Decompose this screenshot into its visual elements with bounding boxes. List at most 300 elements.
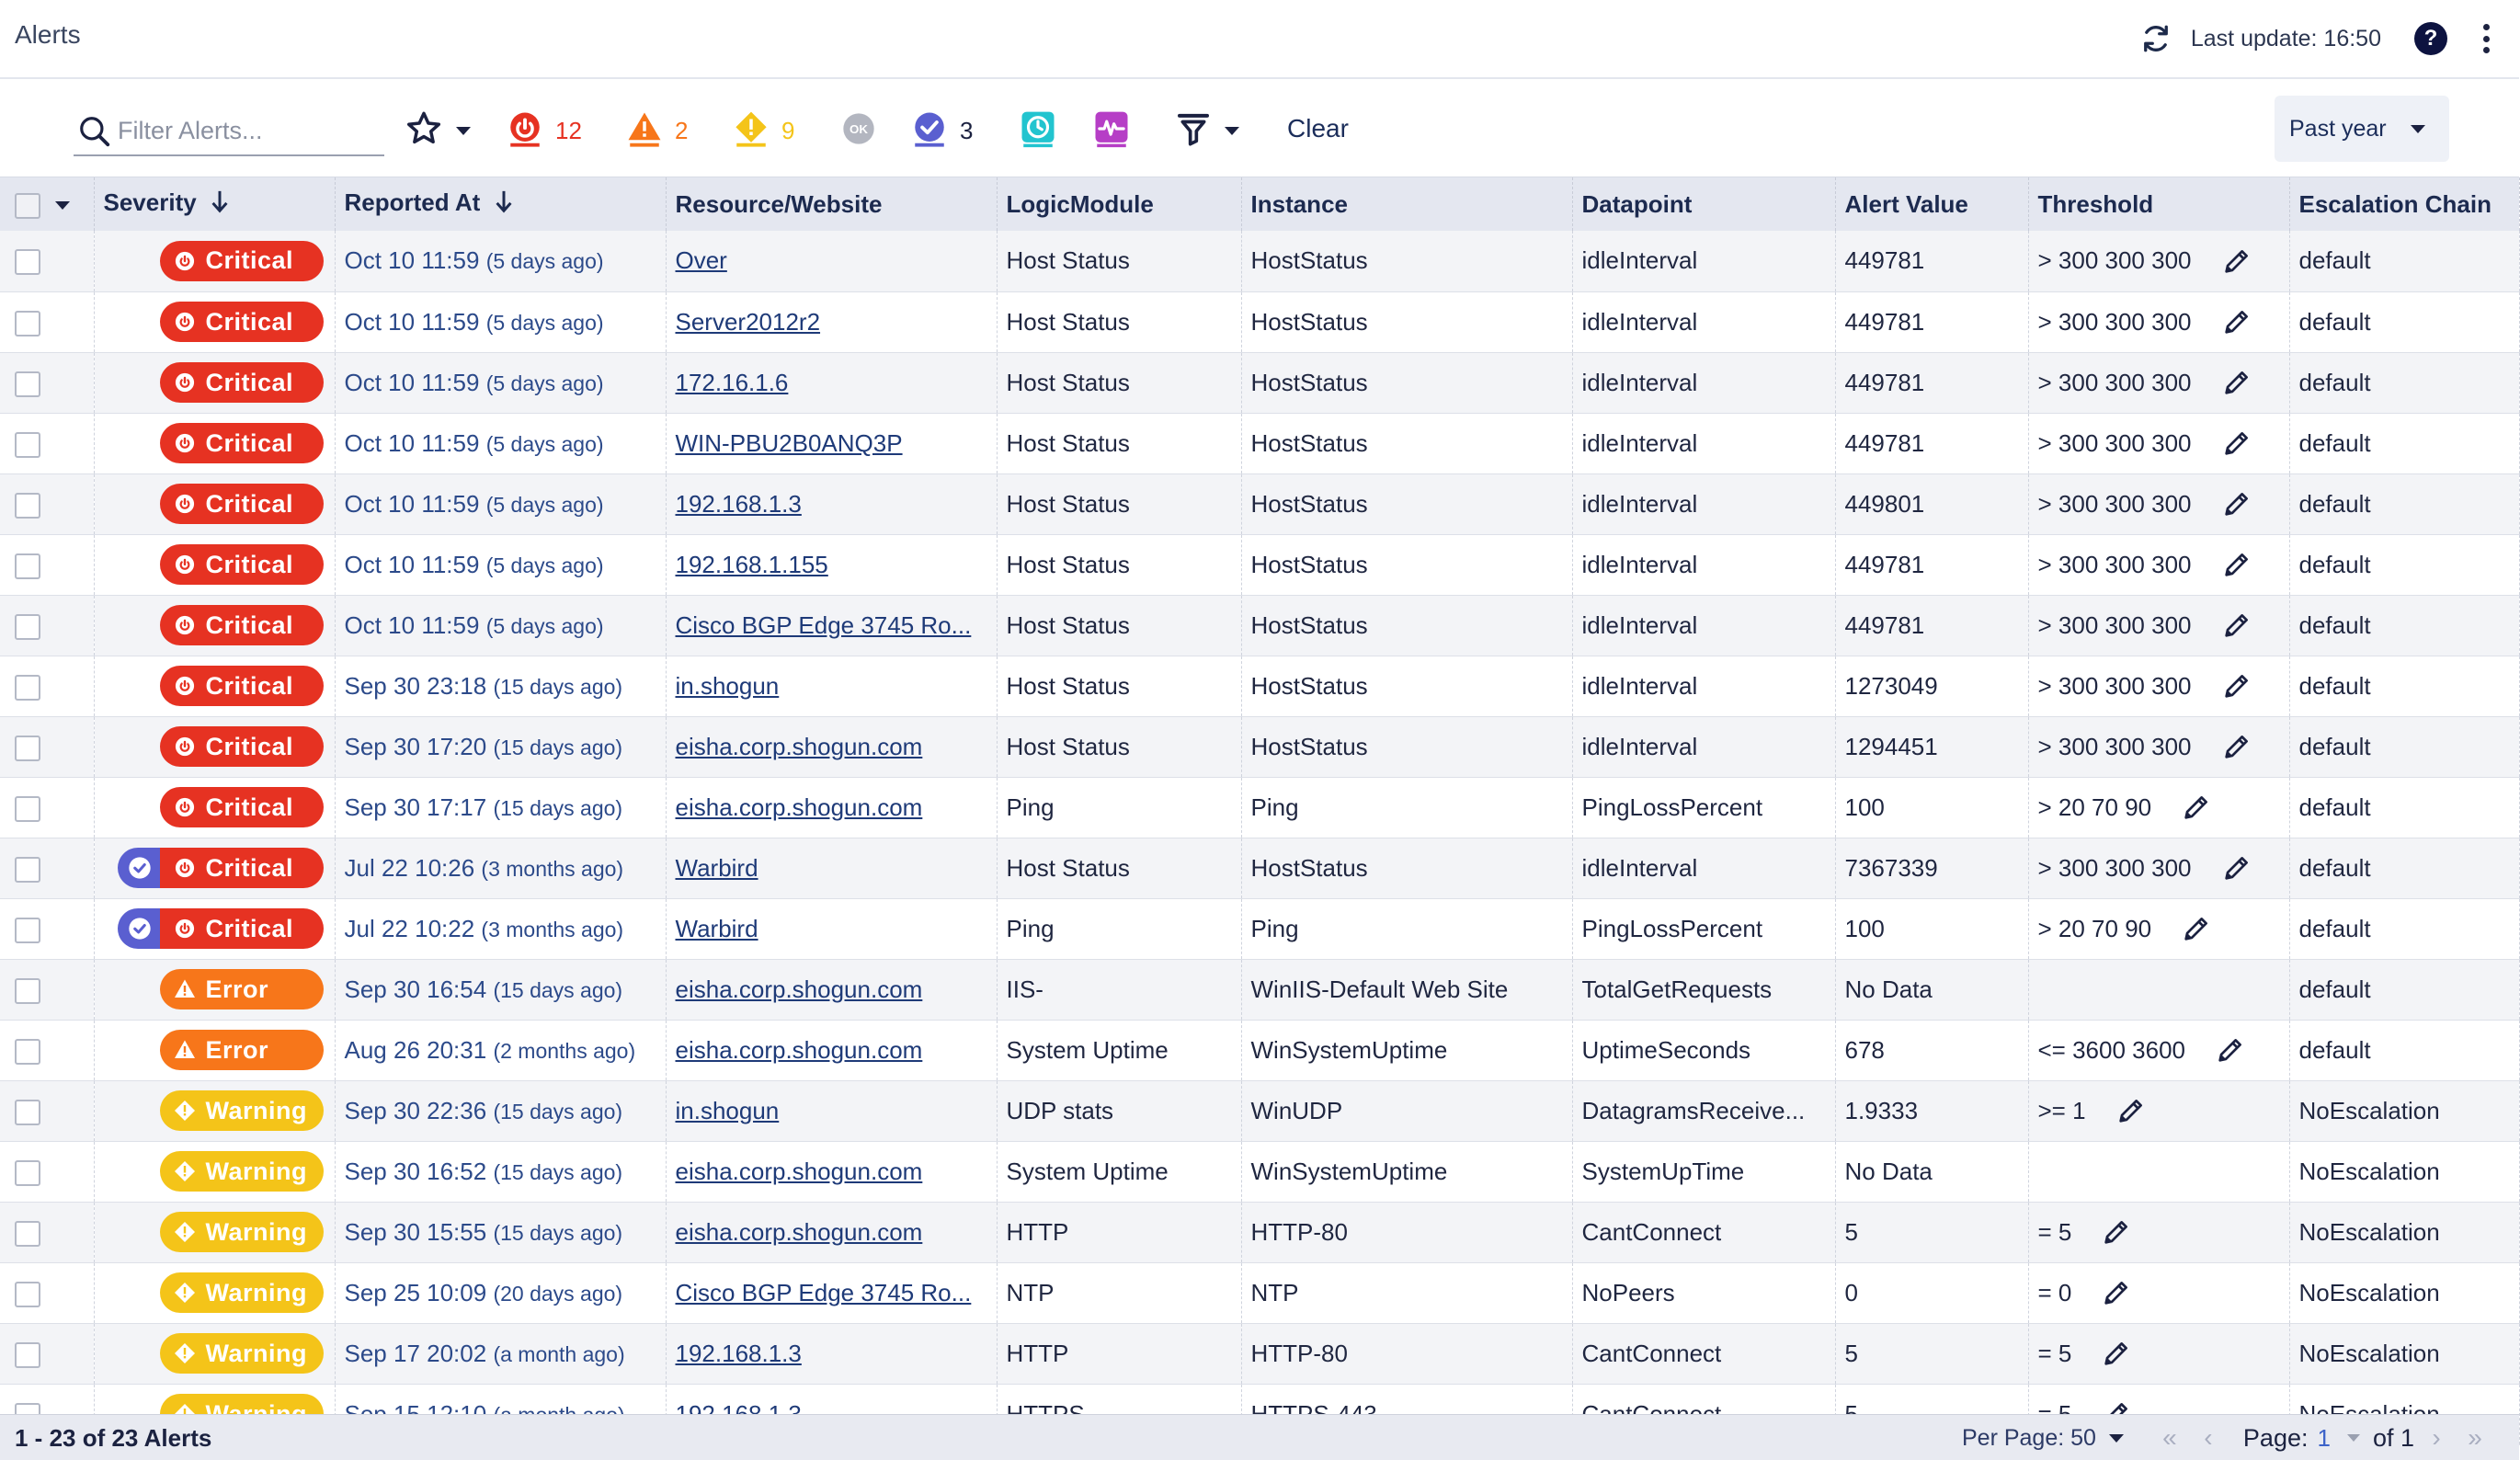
table-row[interactable] xyxy=(0,1080,2519,1141)
severity-badge xyxy=(160,423,324,463)
reported-at-cell xyxy=(335,1262,666,1323)
datapoint-cell: DatagramsReceive... xyxy=(1572,1080,1835,1141)
threshold-cell xyxy=(2028,898,2289,959)
clear-filters-button[interactable]: Clear xyxy=(1287,114,1349,143)
reported-time: Oct 10 11:59 xyxy=(344,246,480,275)
severity-badge xyxy=(160,1090,324,1131)
alert-value-cell: 100 xyxy=(1835,898,2028,959)
logicmodule-cell: Host Status xyxy=(997,473,1241,534)
reported-ago: (20 days ago) xyxy=(493,1281,623,1306)
alert-value-cell: 449781 xyxy=(1835,352,2028,413)
edit-threshold-pencil-icon[interactable] xyxy=(2221,670,2252,701)
escalation-chain-cell: default xyxy=(2289,656,2519,716)
resource-cell xyxy=(666,1262,997,1323)
threshold-cell xyxy=(2028,352,2289,413)
row-select-cell xyxy=(0,777,94,838)
warning-icon xyxy=(173,1281,197,1305)
row-checkbox[interactable] xyxy=(15,1282,40,1307)
edit-threshold-pencil-icon[interactable] xyxy=(2221,367,2252,398)
sort-arrow-down-icon xyxy=(211,189,229,220)
severity-cell xyxy=(94,1323,335,1384)
critical-icon xyxy=(173,674,197,698)
datapoint-cell: idleInterval xyxy=(1572,656,1835,716)
reported-ago: (3 months ago) xyxy=(481,917,624,941)
table-row[interactable] xyxy=(0,534,2519,595)
threshold-value: > 300 300 300 xyxy=(2037,732,2192,760)
row-select-cell xyxy=(0,1202,94,1262)
resource-link[interactable]: Over xyxy=(675,246,727,275)
severity-cell xyxy=(94,656,335,716)
instance-cell: HostStatus xyxy=(1241,595,1572,656)
critical-icon xyxy=(173,371,197,394)
column-header-alert-value[interactable]: Alert Value xyxy=(1835,177,2028,231)
resource-link[interactable]: eisha.corp.shogun.com xyxy=(675,1217,923,1246)
header-actions xyxy=(2138,17,2491,61)
next-page-icon[interactable]: › xyxy=(2432,1423,2441,1452)
row-checkbox[interactable] xyxy=(15,1100,40,1125)
resource-link[interactable]: Cisco BGP Edge 3745 Ro... xyxy=(675,610,972,639)
reported-ago: (5 days ago) xyxy=(485,613,604,638)
instance-cell: HostStatus xyxy=(1241,231,1572,291)
severity-cell xyxy=(94,595,335,656)
reported-time: Sep 30 16:52 xyxy=(344,1157,487,1185)
warning-icon xyxy=(173,1099,197,1123)
table-row[interactable] xyxy=(0,898,2519,959)
row-select-cell xyxy=(0,473,94,534)
row-select-cell xyxy=(0,595,94,656)
edit-threshold-pencil-icon[interactable] xyxy=(2221,245,2252,277)
reported-time: Sep 17 20:02 xyxy=(344,1339,487,1367)
threshold-cell xyxy=(2028,534,2289,595)
resource-link[interactable]: Server2012r2 xyxy=(675,307,821,336)
table-row[interactable] xyxy=(0,413,2519,473)
severity-cell xyxy=(94,1141,335,1202)
edit-threshold-pencil-icon[interactable] xyxy=(2221,549,2252,580)
filter-acknowledged[interactable] xyxy=(910,107,973,154)
row-checkbox[interactable] xyxy=(15,978,40,1004)
threshold-value: > 20 70 90 xyxy=(2037,914,2152,942)
error-count: 2 xyxy=(675,116,689,144)
escalation-chain-cell: NoEscalation xyxy=(2289,1080,2519,1141)
severity-label: Critical xyxy=(205,368,294,396)
row-checkbox[interactable] xyxy=(15,675,40,701)
severity-cell xyxy=(94,1202,335,1262)
critical-icon xyxy=(173,492,197,516)
resource-link[interactable]: Warbird xyxy=(675,853,758,882)
resource-cell xyxy=(666,473,997,534)
severity-badge xyxy=(160,302,324,342)
escalation-chain-cell: default xyxy=(2289,898,2519,959)
row-checkbox[interactable] xyxy=(15,614,40,640)
pagination xyxy=(1962,1422,2501,1454)
instance-cell: WinSystemUptime xyxy=(1241,1141,1572,1202)
alert-value-cell: 449801 xyxy=(1835,473,2028,534)
escalation-chain-cell: NoEscalation xyxy=(2289,1262,2519,1323)
threshold-value: <= 3600 3600 xyxy=(2037,1035,2185,1064)
critical-icon xyxy=(173,310,197,334)
resource-link[interactable]: 192.168.1.3 xyxy=(675,1339,802,1367)
datapoint-cell: idleInterval xyxy=(1572,231,1835,291)
instance-cell: HostStatus xyxy=(1241,291,1572,352)
reported-at-cell xyxy=(335,1020,666,1080)
escalation-chain-cell: default xyxy=(2289,413,2519,473)
table-row[interactable] xyxy=(0,473,2519,534)
resource-link[interactable]: eisha.corp.shogun.com xyxy=(675,732,923,760)
table-row[interactable] xyxy=(0,352,2519,413)
refresh-icon[interactable] xyxy=(2138,20,2174,57)
threshold-value: > 300 300 300 xyxy=(2037,610,2192,639)
total-pages-label: of 1 xyxy=(2372,1423,2414,1452)
alert-value-cell: 449781 xyxy=(1835,534,2028,595)
severity-cell xyxy=(94,959,335,1020)
anomaly-icon xyxy=(1092,109,1131,153)
escalation-chain-cell: NoEscalation xyxy=(2289,1202,2519,1262)
column-header-datapoint[interactable]: Datapoint xyxy=(1572,177,1835,231)
threshold-value: >= 1 xyxy=(2037,1096,2086,1124)
severity-label: Critical xyxy=(205,428,294,457)
resource-cell xyxy=(666,1202,997,1262)
reported-ago: (5 days ago) xyxy=(485,431,604,456)
row-checkbox[interactable] xyxy=(15,1160,40,1186)
reported-at-cell xyxy=(335,777,666,838)
table-row[interactable] xyxy=(0,959,2519,1020)
row-checkbox[interactable] xyxy=(15,857,40,883)
first-page-icon[interactable]: « xyxy=(2162,1423,2177,1452)
reported-time: Oct 10 11:59 xyxy=(344,368,480,396)
resource-link[interactable]: 172.16.1.6 xyxy=(675,368,789,396)
reported-at-cell xyxy=(335,1323,666,1384)
severity-badge xyxy=(160,1151,324,1192)
instance-cell: WinIIS-Default Web Site xyxy=(1241,959,1572,1020)
logicmodule-cell: Ping xyxy=(997,777,1241,838)
row-checkbox[interactable] xyxy=(15,1221,40,1247)
filter-anomaly[interactable] xyxy=(1092,107,1131,154)
logicmodule-cell: Host Status xyxy=(997,534,1241,595)
severity-label: Critical xyxy=(205,610,294,639)
edit-threshold-pencil-icon[interactable] xyxy=(2221,306,2252,337)
resource-link[interactable]: 192.168.1.3 xyxy=(675,489,802,518)
acknowledged-icon xyxy=(118,908,162,949)
column-header-resource[interactable]: Resource/Website xyxy=(666,177,997,231)
datapoint-cell: PingLossPercent xyxy=(1572,777,1835,838)
threshold-cell xyxy=(2028,656,2289,716)
row-select-cell xyxy=(0,1262,94,1323)
instance-cell: WinUDP xyxy=(1241,1080,1572,1141)
escalation-chain-cell: default xyxy=(2289,595,2519,656)
critical-icon xyxy=(173,795,197,819)
critical-icon xyxy=(173,735,197,759)
search-box xyxy=(74,107,384,156)
severity-cell xyxy=(94,534,335,595)
escalation-chain-cell: default xyxy=(2289,291,2519,352)
severity-badge xyxy=(160,666,324,706)
table-row[interactable] xyxy=(0,716,2519,777)
row-select-cell xyxy=(0,898,94,959)
table-row[interactable] xyxy=(0,1202,2519,1262)
critical-icon xyxy=(173,856,197,880)
severity-label: Critical xyxy=(205,307,294,336)
alert-value-cell: 5 xyxy=(1835,1202,2028,1262)
reported-at-cell xyxy=(335,898,666,959)
edit-threshold-pencil-icon[interactable] xyxy=(2215,1034,2246,1066)
threshold-value: = 5 xyxy=(2037,1339,2072,1367)
reported-at-cell xyxy=(335,656,666,716)
error-icon xyxy=(173,977,197,1001)
threshold-value: > 300 300 300 xyxy=(2037,428,2192,457)
table-header-row xyxy=(0,177,2519,231)
column-header-threshold[interactable]: Threshold xyxy=(2028,177,2289,231)
page-number-input[interactable]: 1 xyxy=(2317,1423,2331,1452)
table-row[interactable] xyxy=(0,291,2519,352)
threshold-value: = 0 xyxy=(2037,1278,2072,1306)
datapoint-cell: idleInterval xyxy=(1572,716,1835,777)
instance-cell: HostStatus xyxy=(1241,656,1572,716)
per-page-chevron-icon[interactable] xyxy=(2109,1434,2124,1443)
escalation-chain-cell: NoEscalation xyxy=(2289,1141,2519,1202)
severity-badge xyxy=(160,241,324,281)
row-checkbox[interactable] xyxy=(15,736,40,761)
severity-cell xyxy=(94,838,335,898)
row-checkbox[interactable] xyxy=(15,1039,40,1065)
table-row[interactable] xyxy=(0,656,2519,716)
last-page-icon[interactable]: » xyxy=(2468,1423,2482,1452)
severity-label: Critical xyxy=(205,793,294,821)
select-all-cell xyxy=(0,177,94,231)
reported-ago: (5 days ago) xyxy=(485,553,604,577)
table-row[interactable] xyxy=(0,1262,2519,1323)
resource-link[interactable]: eisha.corp.shogun.com xyxy=(675,793,923,821)
column-header-escalation-chain[interactable]: Escalation Chain xyxy=(2289,177,2519,231)
row-select-cell xyxy=(0,838,94,898)
resource-link[interactable]: eisha.corp.shogun.com xyxy=(675,975,923,1003)
logicmodule-cell: IIS- xyxy=(997,959,1241,1020)
instance-cell: HostStatus xyxy=(1241,534,1572,595)
edit-threshold-pencil-icon[interactable] xyxy=(2101,1277,2132,1308)
row-checkbox[interactable] xyxy=(15,432,40,458)
threshold-value: > 300 300 300 xyxy=(2037,550,2192,578)
edit-threshold-pencil-icon[interactable] xyxy=(2221,428,2252,459)
column-header-reported-at[interactable] xyxy=(335,177,666,231)
table-row[interactable] xyxy=(0,1323,2519,1384)
search-input[interactable] xyxy=(118,112,375,149)
time-period-select[interactable] xyxy=(2275,96,2449,162)
favorites-dropdown[interactable] xyxy=(405,107,471,154)
edit-threshold-pencil-icon[interactable] xyxy=(2101,1216,2132,1248)
alert-value-cell: 449781 xyxy=(1835,595,2028,656)
alert-value-cell: 5 xyxy=(1835,1323,2028,1384)
severity-label: Critical xyxy=(205,550,294,578)
threshold-cell xyxy=(2028,1202,2289,1262)
row-checkbox[interactable] xyxy=(15,1342,40,1368)
error-icon xyxy=(625,109,664,153)
filter-warning[interactable] xyxy=(732,107,794,154)
table-row[interactable] xyxy=(0,231,2519,291)
reported-time: Oct 10 11:59 xyxy=(344,489,480,518)
filter-sdt[interactable] xyxy=(1019,107,1057,154)
table-footer xyxy=(0,1414,2519,1460)
resource-link[interactable]: eisha.corp.shogun.com xyxy=(675,1035,923,1064)
edit-threshold-pencil-icon[interactable] xyxy=(2221,731,2252,762)
resource-link[interactable]: in.shogun xyxy=(675,671,780,700)
reported-ago: (5 days ago) xyxy=(485,371,604,395)
ok-icon xyxy=(840,110,877,152)
filter-critical[interactable] xyxy=(506,107,582,154)
table-row[interactable] xyxy=(0,777,2519,838)
severity-label: Critical xyxy=(205,914,294,942)
threshold-value: > 300 300 300 xyxy=(2037,489,2192,518)
resource-cell xyxy=(666,1323,997,1384)
alerts-table xyxy=(0,177,2520,1445)
critical-icon xyxy=(173,431,197,455)
severity-label: Error xyxy=(205,975,269,1003)
resource-cell xyxy=(666,534,997,595)
warning-count: 9 xyxy=(781,116,795,144)
severity-label: Critical xyxy=(205,671,294,700)
logicmodule-cell: Host Status xyxy=(997,291,1241,352)
per-page-label: Per Page: 50 xyxy=(1961,1424,2096,1451)
row-select-cell xyxy=(0,959,94,1020)
resource-link[interactable]: Warbird xyxy=(675,914,758,942)
escalation-chain-cell: default xyxy=(2289,716,2519,777)
resource-link[interactable]: 192.168.1.155 xyxy=(675,550,828,578)
advanced-filter-dropdown[interactable] xyxy=(1175,107,1239,154)
resource-link[interactable]: Cisco BGP Edge 3745 Ro... xyxy=(675,1278,972,1306)
logicmodule-cell: Host Status xyxy=(997,716,1241,777)
reported-time: Oct 10 11:59 xyxy=(344,428,480,457)
row-checkbox[interactable] xyxy=(15,493,40,519)
edit-threshold-pencil-icon[interactable] xyxy=(2221,488,2252,519)
threshold-value: > 20 70 90 xyxy=(2037,793,2152,821)
datapoint-cell: UptimeSeconds xyxy=(1572,1020,1835,1080)
edit-threshold-pencil-icon[interactable] xyxy=(2181,792,2212,823)
svg-text:OK: OK xyxy=(850,121,868,136)
escalation-chain-cell: default xyxy=(2289,1020,2519,1080)
chevron-down-icon xyxy=(1225,127,1239,135)
warning-icon xyxy=(173,1220,197,1244)
edit-threshold-pencil-icon[interactable] xyxy=(2221,610,2252,641)
alert-value-cell: 1.9333 xyxy=(1835,1080,2028,1141)
alert-value-cell: 1294451 xyxy=(1835,716,2028,777)
threshold-cell xyxy=(2028,595,2289,656)
alert-value-cell: 449781 xyxy=(1835,413,2028,473)
select-menu-chevron-icon[interactable] xyxy=(55,201,70,210)
datapoint-cell: NoPeers xyxy=(1572,1262,1835,1323)
help-icon[interactable]: ? xyxy=(2414,22,2447,55)
row-checkbox[interactable] xyxy=(15,918,40,943)
column-header-instance[interactable]: Instance xyxy=(1241,177,1572,231)
datapoint-cell: idleInterval xyxy=(1572,838,1835,898)
datapoint-cell: idleInterval xyxy=(1572,473,1835,534)
resource-cell xyxy=(666,352,997,413)
resource-link[interactable]: in.shogun xyxy=(675,1096,780,1124)
severity-badge xyxy=(160,1333,324,1374)
instance-cell: HostStatus xyxy=(1241,413,1572,473)
table-row[interactable] xyxy=(0,1020,2519,1080)
severity-cell xyxy=(94,716,335,777)
reported-ago: (2 months ago) xyxy=(493,1038,636,1063)
error-icon xyxy=(173,1038,197,1062)
reported-at-cell xyxy=(335,595,666,656)
instance-cell: Ping xyxy=(1241,777,1572,838)
table-row[interactable] xyxy=(0,1141,2519,1202)
severity-label: Warning xyxy=(205,1096,307,1124)
severity-badge xyxy=(160,1030,324,1070)
critical-count: 12 xyxy=(555,116,582,144)
row-checkbox[interactable] xyxy=(15,311,40,336)
severity-label: Critical xyxy=(205,853,294,882)
row-checkbox[interactable] xyxy=(15,249,40,275)
severity-label: Warning xyxy=(205,1339,307,1367)
table-row[interactable] xyxy=(0,595,2519,656)
edit-threshold-pencil-icon[interactable] xyxy=(2221,852,2252,884)
more-options-icon[interactable] xyxy=(2480,20,2491,57)
severity-badge xyxy=(160,726,324,767)
threshold-value: > 300 300 300 xyxy=(2037,246,2192,275)
reported-at-cell xyxy=(335,1141,666,1202)
datapoint-cell: SystemUpTime xyxy=(1572,1141,1835,1202)
row-select-cell xyxy=(0,413,94,473)
instance-cell: NTP xyxy=(1241,1262,1572,1323)
edit-threshold-pencil-icon[interactable] xyxy=(2181,913,2212,944)
logicmodule-cell: NTP xyxy=(997,1262,1241,1323)
resource-link[interactable]: eisha.corp.shogun.com xyxy=(675,1157,923,1185)
row-checkbox[interactable] xyxy=(15,796,40,822)
reported-ago: (15 days ago) xyxy=(493,1159,623,1184)
filter-error[interactable] xyxy=(625,107,688,154)
resource-cell xyxy=(666,291,997,352)
filter-ok[interactable] xyxy=(840,107,877,154)
select-all-checkbox[interactable] xyxy=(15,193,40,219)
instance-cell: HostStatus xyxy=(1241,352,1572,413)
threshold-value: > 300 300 300 xyxy=(2037,853,2192,882)
reported-at-cell xyxy=(335,291,666,352)
column-header-severity[interactable] xyxy=(94,177,335,231)
severity-badge xyxy=(160,544,324,585)
reported-time: Sep 30 23:18 xyxy=(344,671,487,700)
resource-cell xyxy=(666,716,997,777)
severity-cell xyxy=(94,291,335,352)
reported-ago: (15 days ago) xyxy=(493,795,623,820)
reported-time: Jul 22 10:26 xyxy=(344,853,475,882)
escalation-chain-cell: default xyxy=(2289,534,2519,595)
alert-value-cell: 678 xyxy=(1835,1020,2028,1080)
threshold-value: > 300 300 300 xyxy=(2037,307,2192,336)
logicmodule-cell: UDP stats xyxy=(997,1080,1241,1141)
row-select-cell xyxy=(0,1323,94,1384)
severity-label: Critical xyxy=(205,489,294,518)
alert-value-cell: No Data xyxy=(1835,959,2028,1020)
row-checkbox[interactable] xyxy=(15,553,40,579)
datapoint-cell: idleInterval xyxy=(1572,352,1835,413)
acknowledged-icon xyxy=(910,109,949,153)
reported-time: Sep 30 17:20 xyxy=(344,732,487,760)
page-label: Page: xyxy=(2242,1423,2309,1452)
row-checkbox[interactable] xyxy=(15,371,40,397)
edit-threshold-pencil-icon[interactable] xyxy=(2101,1338,2132,1369)
logicmodule-cell: Host Status xyxy=(997,656,1241,716)
column-header-logicmodule[interactable]: LogicModule xyxy=(997,177,1241,231)
severity-badge xyxy=(160,787,324,827)
reported-time: Sep 25 10:09 xyxy=(344,1278,487,1306)
resource-link[interactable]: WIN-PBU2B0ANQ3P xyxy=(675,428,903,457)
logicmodule-cell: Host Status xyxy=(997,838,1241,898)
edit-threshold-pencil-icon[interactable] xyxy=(2115,1095,2147,1126)
page-chevron-icon[interactable] xyxy=(2347,1434,2360,1442)
table-row[interactable] xyxy=(0,838,2519,898)
previous-page-icon[interactable]: ‹ xyxy=(2204,1423,2213,1452)
row-select-cell xyxy=(0,291,94,352)
app-header xyxy=(0,0,2519,79)
